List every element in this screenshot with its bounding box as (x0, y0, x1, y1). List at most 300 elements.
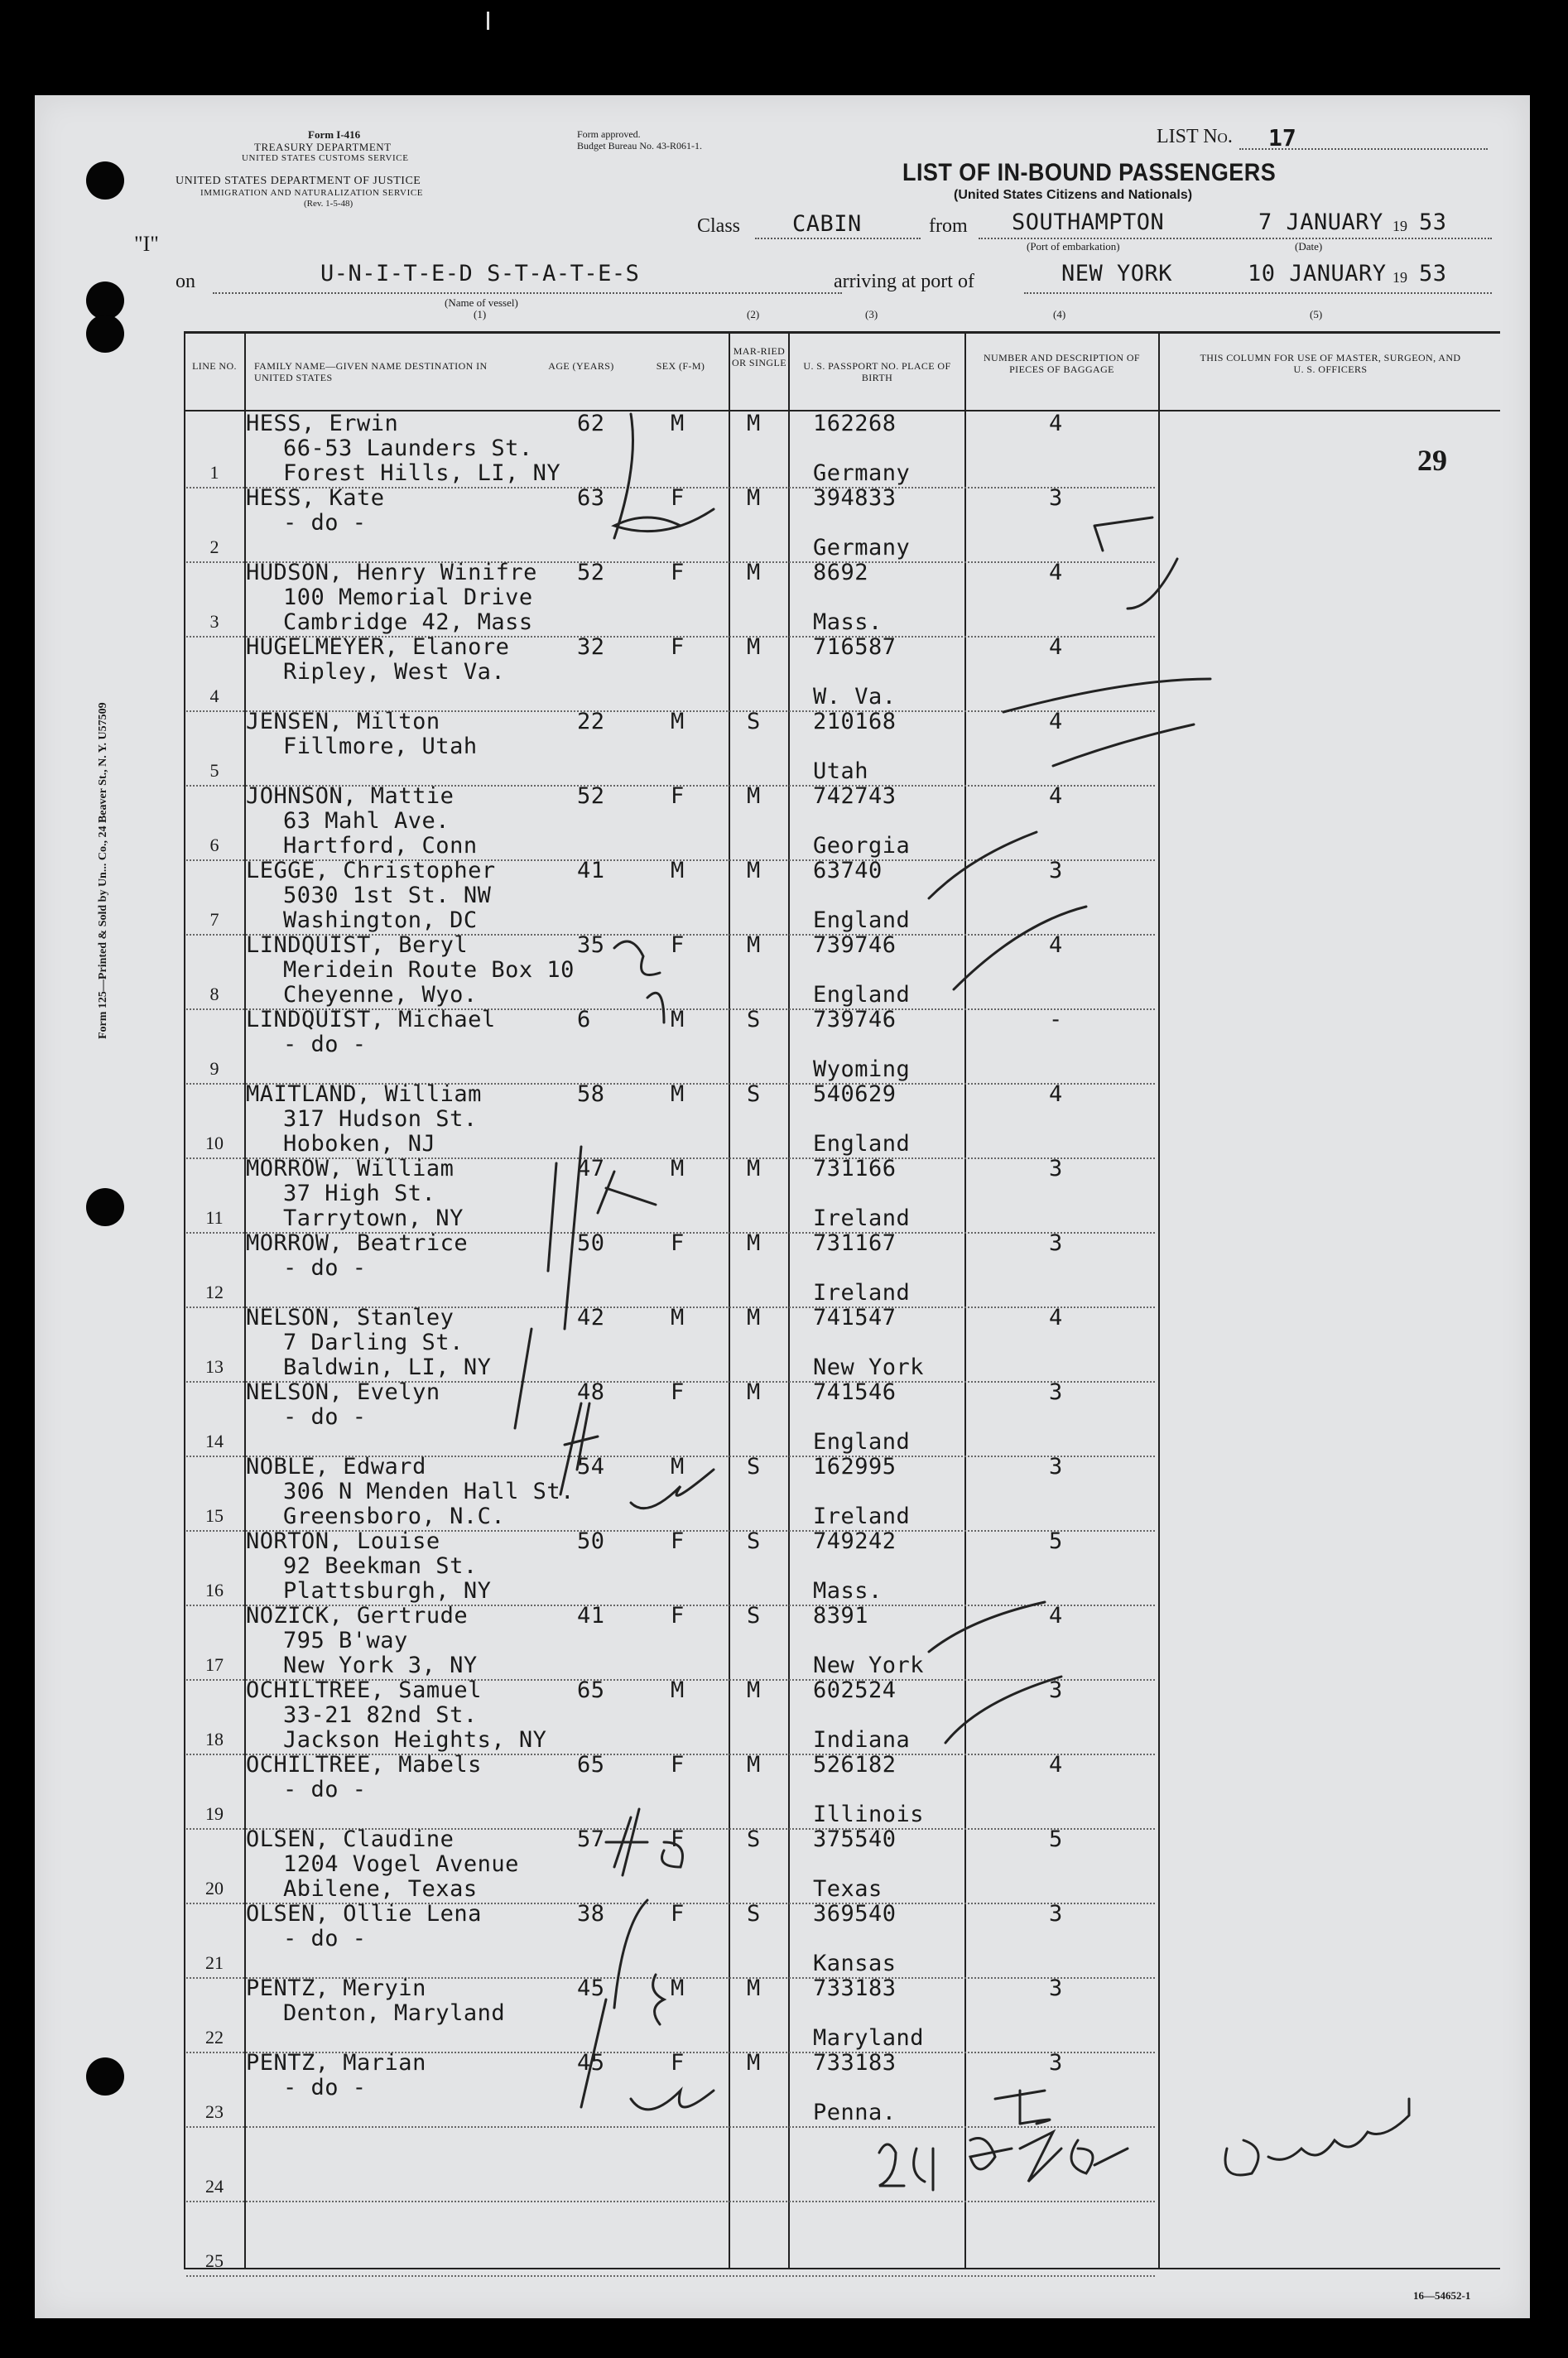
age: 57 (577, 1826, 605, 1852)
pencil-stroke (929, 832, 1037, 898)
arrival-date: 10 JANUARY (1248, 261, 1387, 286)
place-of-birth: Germany (813, 460, 911, 486)
place-of-birth: England (813, 982, 911, 1008)
line-number: 15 (205, 1505, 224, 1526)
passport-number: 8391 (813, 1603, 869, 1629)
sex: F (671, 1230, 685, 1256)
line-number: 6 (209, 835, 219, 855)
place-of-birth: Mass. (813, 1578, 883, 1604)
age: 52 (577, 560, 605, 585)
pencil-stroke (606, 1809, 647, 1875)
destination-line-2: Tarrytown, NY (283, 1205, 464, 1231)
marital-status: M (747, 634, 761, 660)
passenger-name: OCHILTREE, Mabels (246, 1752, 482, 1778)
pencil-stroke (560, 1403, 598, 1494)
passport-number: 716587 (813, 634, 897, 660)
year-prefix: 19 (1392, 269, 1407, 286)
line-number: 18 (205, 1729, 224, 1749)
line-number: 11 (205, 1207, 224, 1228)
col-num-4: (4) (1053, 308, 1066, 320)
ins-service: IMMIGRATION AND NATURALIZATION SERVICE (200, 188, 424, 198)
passport-number: 162995 (813, 1454, 897, 1480)
passport-number: 733183 (813, 1975, 897, 2001)
place-of-birth: Ireland (813, 1504, 911, 1529)
destination-line-1: 33-21 82nd St. (283, 1702, 478, 1728)
marital-status: S (747, 1081, 761, 1107)
passport-number: 741547 (813, 1305, 897, 1331)
baggage-count: 3 (1049, 1379, 1063, 1405)
page-number: 29 (1417, 444, 1447, 477)
passenger-name: HESS, Erwin (246, 411, 399, 436)
passenger-name: HESS, Kate (246, 485, 385, 511)
sex: M (671, 1007, 685, 1032)
age: 52 (577, 783, 605, 809)
baggage-count: - (1049, 1007, 1063, 1032)
sex: F (671, 485, 685, 511)
destination-line-2: Plattsburgh, NY (283, 1578, 492, 1604)
passenger-name: JENSEN, Milton (246, 709, 440, 734)
vessel-name: U-N-I-T-E-D S-T-A-T-E-S (320, 261, 640, 286)
departure-year: 53 (1419, 209, 1447, 235)
age: 45 (577, 2050, 605, 2076)
header-passport: U. S. PASSPORT NO. PLACE OF BIRTH (803, 360, 951, 383)
pencil-stroke (581, 1999, 606, 2107)
destination-line-1: 100 Memorial Drive (283, 585, 533, 610)
baggage-count: 3 (1049, 485, 1063, 511)
passport-number: 526182 (813, 1752, 897, 1778)
marital-status: S (747, 1603, 761, 1629)
age: 38 (577, 1901, 605, 1927)
passport-number: 63740 (813, 858, 883, 883)
passenger-name: PENTZ, Meryin (246, 1975, 426, 2001)
baggage-count: 4 (1049, 634, 1063, 660)
line-number: 3 (209, 611, 219, 632)
header-line-no: LINE NO. (192, 360, 237, 372)
from-label: from (929, 215, 968, 237)
passenger-name: NOZICK, Gertrude (246, 1603, 469, 1629)
pencil-stroke (614, 941, 660, 975)
sex: M (671, 1156, 685, 1181)
pencil-stroke (1094, 517, 1152, 551)
place-of-birth: New York (813, 1355, 925, 1380)
age: 65 (577, 1752, 605, 1778)
baggage-count: 4 (1049, 411, 1063, 436)
destination-line-1: 92 Beekman St. (283, 1553, 478, 1579)
baggage-count: 4 (1049, 1752, 1063, 1778)
arrival-year: 53 (1419, 261, 1447, 286)
passport-number: 210168 (813, 709, 897, 734)
sex: F (671, 932, 685, 958)
port-embarkation: SOUTHAMPTON (1012, 209, 1165, 235)
dept-treasury: TREASURY DEPARTMENT (254, 141, 392, 153)
form-number: Form I-416 (308, 128, 361, 141)
passenger-name: NELSON, Stanley (246, 1305, 455, 1331)
pencil-stroke (662, 1842, 683, 1867)
passenger-name: PENTZ, Marian (246, 2050, 426, 2076)
line-number: 4 (209, 686, 219, 706)
pencil-stroke (565, 1147, 581, 1329)
budget-bureau: Budget Bureau No. 43-R061-1. (577, 140, 702, 152)
passenger-name: MORROW, William (246, 1156, 455, 1181)
line-number: 20 (205, 1878, 224, 1898)
destination-line-2: Hoboken, NJ (283, 1131, 436, 1157)
passport-number: 742743 (813, 783, 897, 809)
header-name: FAMILY NAME—GIVEN NAME DESTINATION IN UNITED STATES (254, 360, 488, 383)
place-of-birth: New York (813, 1653, 925, 1678)
destination-line-1: Ripley, West Va. (283, 659, 506, 685)
sex: M (671, 1305, 685, 1331)
destination-line-2: New York 3, NY (283, 1653, 478, 1678)
place-of-birth: Wyoming (813, 1056, 911, 1082)
passenger-name: LINDQUIST, Michael (246, 1007, 496, 1032)
passport-number: 162268 (813, 411, 897, 436)
passport-number: 741546 (813, 1379, 897, 1405)
marital-status: M (747, 858, 761, 883)
arrival-port: NEW YORK (1061, 261, 1173, 286)
passport-number: 749242 (813, 1528, 897, 1554)
baggage-count: 3 (1049, 1975, 1063, 2001)
line-number: 5 (209, 760, 219, 781)
marital-status: M (747, 560, 761, 585)
marital-status: M (747, 1230, 761, 1256)
baggage-count: 5 (1049, 1826, 1063, 1852)
passport-number: 731167 (813, 1230, 897, 1256)
footer-code: 16—54652-1 (1413, 2289, 1471, 2302)
year-prefix: 19 (1392, 218, 1407, 234)
sex: M (671, 1081, 685, 1107)
baggage-count: 3 (1049, 2050, 1063, 2076)
line-number: 19 (205, 1803, 224, 1824)
signature-stroke (879, 2144, 904, 2186)
sex: F (671, 2050, 685, 2076)
pencil-stroke (929, 1602, 1045, 1652)
baggage-count: 4 (1049, 560, 1063, 585)
departure-date: 7 JANUARY (1258, 209, 1383, 235)
pencil-stroke (1128, 559, 1177, 609)
passport-number: 369540 (813, 1901, 897, 1927)
marital-status: M (747, 1305, 761, 1331)
place-of-birth: Mass. (813, 609, 883, 635)
vessel-caption: (Name of vessel) (445, 296, 518, 309)
i-mark: "I" (134, 232, 159, 256)
marital-status: S (747, 1528, 761, 1554)
age: 41 (577, 858, 605, 883)
passenger-name: OLSEN, Ollie Lena (246, 1901, 482, 1927)
age: 58 (577, 1081, 605, 1107)
marital-status: M (747, 485, 761, 511)
line-number: 14 (205, 1431, 224, 1451)
pencil-stroke (653, 1975, 664, 2024)
age: 32 (577, 634, 605, 660)
customs-service: UNITED STATES CUSTOMS SERVICE (242, 153, 409, 163)
passenger-name: JOHNSON, Mattie (246, 783, 455, 809)
signature-stroke (914, 2149, 933, 2190)
destination-line-2: Hartford, Conn (283, 833, 478, 859)
age: 62 (577, 411, 605, 436)
col-num-1: (1) (474, 308, 487, 320)
pencil-stroke (515, 1329, 531, 1428)
revision: (Rev. 1-5-48) (304, 199, 354, 209)
pencil-stroke (631, 2091, 714, 2110)
date-caption: (Date) (1295, 240, 1323, 253)
destination-line-1: 795 B'way (283, 1628, 408, 1653)
place-of-birth: Indiana (813, 1727, 911, 1753)
place-of-birth: Utah (813, 758, 869, 784)
sex: F (671, 1752, 685, 1778)
age: 45 (577, 1975, 605, 2001)
top-scratch-mark (487, 12, 489, 30)
list-no-label: LIST No. (1157, 126, 1233, 147)
passenger-name: NELSON, Evelyn (246, 1379, 440, 1405)
pencil-stroke (598, 1172, 656, 1213)
place-of-birth: Illinois (813, 1802, 925, 1827)
destination-line-2: Forest Hills, LI, NY (283, 460, 561, 486)
class-value: CABIN (792, 211, 862, 237)
marital-status: S (747, 1007, 761, 1032)
destination-line-1: - do - (283, 2075, 367, 2101)
line-number: 7 (209, 909, 219, 930)
destination-line-2: Washington, DC (283, 907, 478, 933)
place-of-birth: Penna. (813, 2100, 897, 2125)
baggage-count: 4 (1049, 1081, 1063, 1107)
marital-status: M (747, 932, 761, 958)
passport-number: 8692 (813, 560, 869, 585)
age: 63 (577, 485, 605, 511)
sex: F (671, 1528, 685, 1554)
age: 48 (577, 1379, 605, 1405)
page-subtitle: (United States Citizens and Nationals) (954, 188, 1193, 202)
sex: M (671, 411, 685, 436)
destination-line-2: Greensboro, N.C. (283, 1504, 506, 1529)
passenger-name: OCHILTREE, Samuel (246, 1677, 482, 1703)
col-num-3: (3) (865, 308, 878, 320)
header-age: AGE (YEARS) (548, 360, 614, 372)
passport-number: 540629 (813, 1081, 897, 1107)
pencil-stroke (614, 509, 714, 532)
destination-line-1: - do - (283, 1926, 367, 1951)
baggage-count: 3 (1049, 1677, 1063, 1703)
sex: F (671, 1379, 685, 1405)
line-number: 22 (205, 2027, 224, 2048)
signature-stroke (1225, 2099, 1409, 2175)
line-number: 12 (205, 1282, 224, 1302)
destination-line-1: Meridein Route Box 10 (283, 957, 575, 983)
destination-line-1: - do - (283, 1255, 367, 1281)
age: 50 (577, 1528, 605, 1554)
sex: F (671, 1603, 685, 1629)
passport-number: 739746 (813, 932, 897, 958)
printer-imprint: Form 125—Printed & Sold by Un... Co., 24 Beaver St., N. Y. U57509 (97, 702, 109, 1039)
pencil-stroke (1053, 724, 1194, 766)
place-of-birth: England (813, 1131, 911, 1157)
baggage-count: 3 (1049, 1230, 1063, 1256)
dept-justice: UNITED STATES DEPARTMENT OF JUSTICE (176, 175, 421, 187)
form-approved: Form approved. (577, 128, 641, 140)
line-number: 10 (205, 1133, 224, 1153)
place-of-birth: Georgia (813, 833, 911, 859)
destination-line-1: 37 High St. (283, 1181, 436, 1206)
marital-status: M (747, 2050, 761, 2076)
passenger-name: MORROW, Beatrice (246, 1230, 469, 1256)
col-num-5: (5) (1310, 308, 1323, 320)
sex: F (671, 634, 685, 660)
destination-line-1: - do - (283, 1032, 367, 1057)
pencil-stroke (1003, 679, 1210, 712)
baggage-count: 4 (1049, 1305, 1063, 1331)
age: 47 (577, 1156, 605, 1181)
age: 35 (577, 932, 605, 958)
age: 41 (577, 1603, 605, 1629)
place-of-birth: England (813, 907, 911, 933)
on-label: on (176, 271, 195, 292)
sex: F (671, 783, 685, 809)
passport-number: 733183 (813, 2050, 897, 2076)
pencil-stroke (631, 1470, 714, 1509)
sex: F (671, 560, 685, 585)
sex: M (671, 1677, 685, 1703)
place-of-birth: Texas (813, 1876, 883, 1902)
destination-line-1: - do - (283, 510, 367, 536)
passport-number: 602524 (813, 1677, 897, 1703)
passenger-name: OLSEN, Claudine (246, 1826, 455, 1852)
age: 6 (577, 1007, 591, 1032)
baggage-count: 4 (1049, 783, 1063, 809)
marital-status: S (747, 709, 761, 734)
port-embark-caption: (Port of embarkation) (1027, 240, 1120, 253)
marital-status: M (747, 1156, 761, 1181)
passport-number: 375540 (813, 1826, 897, 1852)
sex: M (671, 709, 685, 734)
place-of-birth: Maryland (813, 2025, 925, 2051)
marital-status: M (747, 783, 761, 809)
header-baggage: NUMBER AND DESCRIPTION OF PIECES OF BAGGAGE (983, 352, 1141, 375)
passenger-name: LINDQUIST, Beryl (246, 932, 469, 958)
line-number: 23 (205, 2101, 224, 2122)
baggage-count: 3 (1049, 1901, 1063, 1927)
passenger-name: NORTON, Louise (246, 1528, 440, 1554)
signature-stroke (970, 2139, 1012, 2170)
age: 54 (577, 1454, 605, 1480)
manifest-sheet (35, 95, 1530, 2318)
destination-line-1: - do - (283, 1777, 367, 1802)
age: 22 (577, 709, 605, 734)
page-title: LIST OF IN-BOUND PASSENGERS (902, 159, 1277, 186)
line-number: 2 (209, 537, 219, 557)
age: 42 (577, 1305, 605, 1331)
destination-line-2: Jackson Heights, NY (283, 1727, 547, 1753)
destination-line-2: Cambridge 42, Mass (283, 609, 533, 635)
destination-line-1: 1204 Vogel Avenue (283, 1851, 519, 1877)
baggage-count: 4 (1049, 709, 1063, 734)
place-of-birth: Ireland (813, 1280, 911, 1306)
destination-line-1: 66-53 Launders St. (283, 436, 533, 461)
marital-status: M (747, 411, 761, 436)
place-of-birth: Ireland (813, 1205, 911, 1231)
passenger-name: LEGGE, Christopher (246, 858, 496, 883)
marital-status: M (747, 1379, 761, 1405)
place-of-birth: Kansas (813, 1951, 897, 1976)
baggage-count: 4 (1049, 1603, 1063, 1629)
destination-line-2: Abilene, Texas (283, 1876, 478, 1902)
age: 65 (577, 1677, 605, 1703)
col-num-2: (2) (747, 308, 760, 320)
destination-line-1: 63 Mahl Ave. (283, 808, 450, 834)
sex: F (671, 1901, 685, 1927)
place-of-birth: England (813, 1429, 911, 1455)
pencil-stroke (614, 1900, 647, 2008)
destination-line-1: Fillmore, Utah (283, 734, 478, 759)
destination-line-1: 5030 1st St. NW (283, 883, 492, 908)
marital-status: S (747, 1826, 761, 1852)
line-number: 1 (209, 462, 219, 483)
passenger-name: NOBLE, Edward (246, 1454, 426, 1480)
line-number: 17 (205, 1654, 224, 1675)
passport-number: 394833 (813, 485, 897, 511)
marital-status: M (747, 1752, 761, 1778)
place-of-birth: W. Va. (813, 684, 897, 710)
age: 50 (577, 1230, 605, 1256)
marital-status: M (747, 1677, 761, 1703)
pencil-stroke (945, 1677, 1061, 1743)
sex: M (671, 1975, 685, 2001)
sex: M (671, 1454, 685, 1480)
destination-line-1: - do - (283, 1404, 367, 1430)
line-number: 21 (205, 1952, 224, 1973)
passenger-name: HUGELMEYER, Elanore (246, 634, 510, 660)
header-sex: SEX (F-M) (656, 360, 705, 372)
line-number: 13 (205, 1356, 224, 1377)
signature-stroke (1071, 2140, 1128, 2173)
baggage-count: 3 (1049, 858, 1063, 883)
marital-status: S (747, 1454, 761, 1480)
destination-line-1: Denton, Maryland (283, 2000, 506, 2026)
destination-line-2: Cheyenne, Wyo. (283, 982, 478, 1008)
sex: M (671, 858, 685, 883)
baggage-count: 3 (1049, 1454, 1063, 1480)
pencil-stroke (995, 2091, 1050, 2124)
header-officers: THIS COLUMN FOR USE OF MASTER, SURGEON, AND U. S. OFFICERS (1200, 352, 1461, 375)
marital-status: M (747, 1975, 761, 2001)
passenger-name: MAITLAND, William (246, 1081, 482, 1107)
marital-status: S (747, 1901, 761, 1927)
line-number: 25 (205, 2250, 224, 2271)
pencil-stroke (548, 1163, 556, 1271)
destination-line-1: 7 Darling St. (283, 1330, 464, 1355)
signature-stroke (1020, 2132, 1061, 2182)
destination-line-1: 317 Hudson St. (283, 1106, 478, 1132)
line-number: 9 (209, 1058, 219, 1079)
handwritten-marks (35, 95, 1530, 2318)
baggage-count: 3 (1049, 1156, 1063, 1181)
line-number: 24 (205, 2176, 224, 2197)
arriving-label: arriving at port of (834, 271, 974, 292)
line-number: 16 (205, 1580, 224, 1600)
class-label: Class (697, 215, 741, 237)
line-number: 8 (209, 984, 219, 1004)
destination-line-2: Baldwin, LI, NY (283, 1355, 492, 1380)
baggage-count: 5 (1049, 1528, 1063, 1554)
pencil-stroke (954, 907, 1086, 989)
destination-line-1: 306 N Menden Hall St. (283, 1479, 575, 1504)
sex: F (671, 1826, 685, 1852)
pencil-stroke (647, 993, 664, 1023)
passenger-name: HUDSON, Henry Winifre (246, 560, 537, 585)
list-number: 17 (1268, 124, 1296, 152)
place-of-birth: Germany (813, 535, 911, 561)
passport-number: 739746 (813, 1007, 897, 1032)
baggage-count: 4 (1049, 932, 1063, 958)
passport-number: 731166 (813, 1156, 897, 1181)
